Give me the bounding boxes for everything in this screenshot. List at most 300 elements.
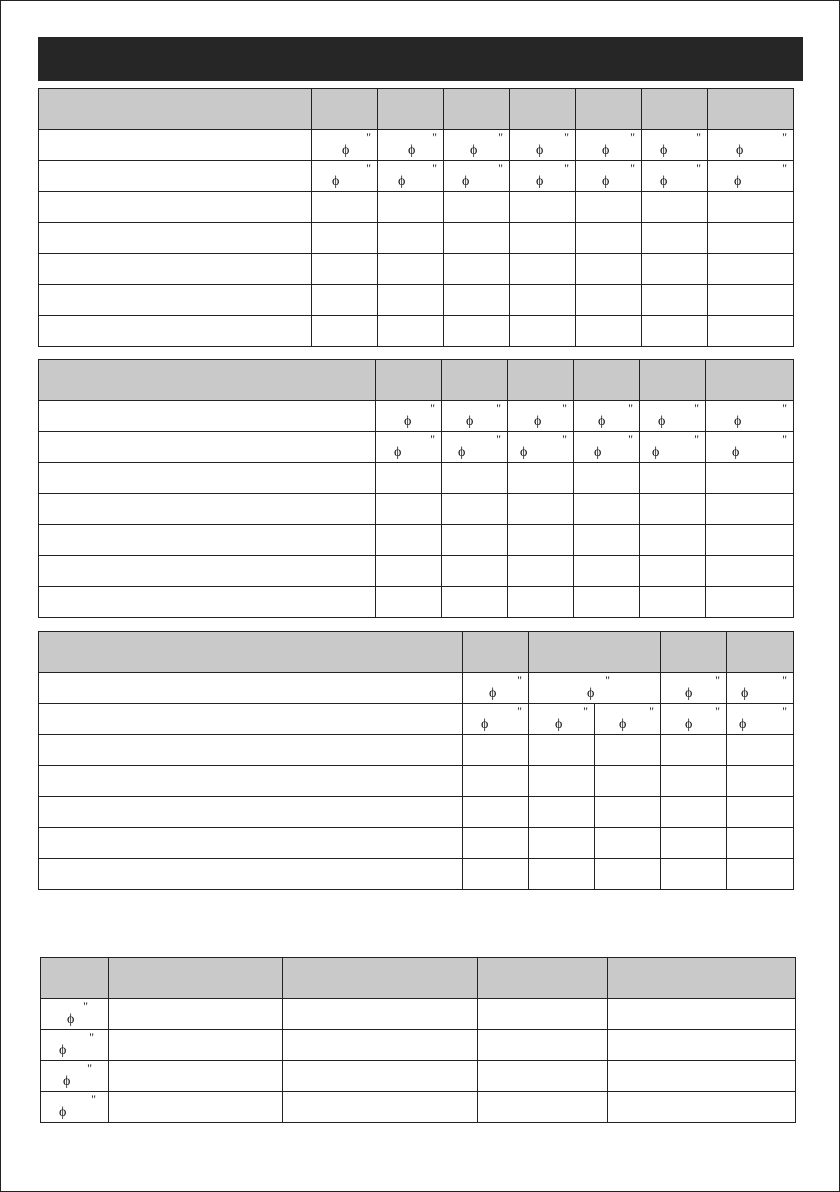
inch-mark: "	[562, 401, 567, 415]
diameter-symbol: ϕ	[404, 414, 412, 429]
table-row	[39, 223, 794, 254]
inch-mark: "	[782, 130, 787, 144]
spec-table-4	[40, 957, 796, 1123]
table-cell	[312, 161, 378, 192]
row-label-cell	[39, 828, 463, 859]
spec-table-2	[38, 359, 794, 618]
table-cell	[576, 316, 642, 347]
row-label-cell	[39, 587, 376, 618]
diameter-symbol: ϕ	[534, 414, 542, 429]
table-row	[39, 556, 794, 587]
table-cell	[508, 556, 574, 587]
inch-mark: "	[583, 704, 588, 718]
row-label-cell	[39, 494, 376, 525]
table-cell	[463, 828, 529, 859]
header-cell	[508, 360, 574, 401]
table-cell	[727, 735, 794, 766]
inch-mark: "	[649, 704, 654, 718]
table-cell	[706, 401, 794, 432]
diameter-symbol: ϕ	[63, 1074, 71, 1089]
table-cell	[444, 285, 510, 316]
diameter-symbol: ϕ	[587, 686, 595, 701]
header-cell	[727, 632, 794, 673]
table-cell	[283, 1092, 478, 1123]
inch-mark: "	[782, 161, 787, 175]
header-cell	[576, 89, 642, 130]
table-cell	[706, 494, 794, 525]
table-cell	[727, 859, 794, 890]
table-cell	[608, 1092, 796, 1123]
table-row	[39, 766, 794, 797]
inch-mark: "	[630, 161, 635, 175]
table-row	[39, 797, 794, 828]
table-cell	[708, 130, 794, 161]
table-cell	[510, 192, 576, 223]
header-cell	[529, 632, 661, 673]
table-cell	[642, 130, 708, 161]
table-row	[41, 1061, 796, 1092]
diameter-symbol: ϕ	[520, 445, 528, 460]
header-cell	[444, 89, 510, 130]
diameter-symbol: ϕ	[481, 717, 489, 732]
table-cell	[661, 704, 727, 735]
row-label-cell	[39, 525, 376, 556]
inch-mark: "	[696, 161, 701, 175]
header-cell	[39, 360, 376, 401]
table-row	[41, 999, 796, 1030]
table-cell	[640, 494, 706, 525]
inch-mark: "	[498, 161, 503, 175]
diameter-symbol: ϕ	[536, 143, 544, 158]
table-cell	[312, 254, 378, 285]
inch-mark: "	[564, 130, 569, 144]
table-cell	[529, 673, 661, 704]
table-row	[39, 432, 794, 463]
spec-table-3	[38, 631, 794, 890]
table-cell	[727, 673, 794, 704]
inch-mark: "	[715, 673, 720, 687]
inch-mark: "	[782, 401, 787, 415]
table-cell	[378, 223, 444, 254]
table-cell	[576, 254, 642, 285]
table-cell	[376, 556, 442, 587]
table-row	[39, 463, 794, 494]
row-label-cell	[39, 223, 312, 254]
table-cell	[510, 223, 576, 254]
table-cell	[661, 859, 727, 890]
table-cell	[109, 1092, 283, 1123]
table-cell	[510, 316, 576, 347]
header-cell	[608, 958, 796, 999]
table-cell	[508, 401, 574, 432]
header-row	[39, 360, 794, 401]
header-cell	[706, 360, 794, 401]
table-cell	[376, 587, 442, 618]
inch-mark: "	[89, 1030, 94, 1044]
table-row	[39, 525, 794, 556]
row-label-cell	[39, 432, 376, 463]
table-cell	[478, 1030, 608, 1061]
table-cell	[376, 463, 442, 494]
table-cell	[706, 525, 794, 556]
header-cell	[478, 958, 608, 999]
table-cell	[442, 525, 508, 556]
inch-mark: "	[605, 673, 610, 687]
row-label-cell	[39, 766, 463, 797]
header-cell	[378, 89, 444, 130]
header-cell	[463, 632, 529, 673]
table-cell	[640, 432, 706, 463]
table-row	[39, 859, 794, 890]
table-row	[39, 704, 794, 735]
table-cell	[574, 401, 640, 432]
row-label-cell	[39, 463, 376, 494]
header-cell	[510, 89, 576, 130]
table-cell	[640, 587, 706, 618]
table-row	[39, 192, 794, 223]
table-cell	[529, 859, 595, 890]
table-cell	[727, 766, 794, 797]
row-label-cell	[39, 316, 312, 347]
table-cell	[510, 254, 576, 285]
table-cell	[640, 401, 706, 432]
diameter-symbol: ϕ	[458, 445, 466, 460]
inch-mark: "	[432, 130, 437, 144]
diameter-symbol: ϕ	[489, 686, 497, 701]
inch-mark: "	[91, 1092, 96, 1106]
table-cell	[463, 766, 529, 797]
table-cell	[463, 673, 529, 704]
table-cell	[595, 735, 661, 766]
inch-mark: "	[517, 704, 522, 718]
diameter-symbol: ϕ	[470, 143, 478, 158]
table-cell	[442, 401, 508, 432]
table-cell	[708, 223, 794, 254]
table-cell	[706, 587, 794, 618]
table-cell	[463, 859, 529, 890]
table-row	[39, 285, 794, 316]
table-cell	[640, 556, 706, 587]
table-cell	[312, 285, 378, 316]
diameter-symbol: ϕ	[394, 445, 402, 460]
table-row	[41, 1092, 796, 1123]
row-label-cell	[39, 285, 312, 316]
diameter-symbol: ϕ	[59, 1043, 67, 1058]
table-cell	[378, 254, 444, 285]
diameter-symbol: ϕ	[732, 445, 740, 460]
header-cell	[109, 958, 283, 999]
table-cell	[444, 130, 510, 161]
table-cell	[608, 999, 796, 1030]
row-label-cell	[39, 130, 312, 161]
diameter-symbol: ϕ	[398, 174, 406, 189]
table-cell	[109, 999, 283, 1030]
row-label-cell	[39, 797, 463, 828]
table-cell	[576, 192, 642, 223]
table-cell	[463, 735, 529, 766]
table-cell	[508, 525, 574, 556]
header-cell	[283, 958, 478, 999]
table-cell	[478, 1061, 608, 1092]
table-cell	[595, 766, 661, 797]
table-cell	[595, 828, 661, 859]
diameter-symbol: ϕ	[342, 143, 350, 158]
inch-mark: "	[696, 130, 701, 144]
inch-mark: "	[430, 401, 435, 415]
spec-table-1	[38, 88, 794, 347]
inch-mark: "	[782, 673, 787, 687]
inch-mark: "	[628, 432, 633, 446]
table-cell	[510, 285, 576, 316]
header-row	[39, 89, 794, 130]
table-cell	[442, 556, 508, 587]
table-cell	[642, 316, 708, 347]
table-cell	[595, 797, 661, 828]
table-cell	[608, 1061, 796, 1092]
table-cell	[576, 161, 642, 192]
diameter-symbol: ϕ	[59, 1105, 67, 1120]
table-cell	[706, 556, 794, 587]
row-label-cell	[39, 735, 463, 766]
header-cell	[442, 360, 508, 401]
table-cell	[576, 130, 642, 161]
diameter-symbol: ϕ	[658, 414, 666, 429]
header-cell	[574, 360, 640, 401]
header-cell	[708, 89, 794, 130]
table-cell	[529, 766, 595, 797]
diameter-symbol: ϕ	[652, 445, 660, 460]
table-cell	[442, 463, 508, 494]
table-cell	[444, 192, 510, 223]
diameter-symbol: ϕ	[598, 414, 606, 429]
table-cell	[378, 316, 444, 347]
table-cell	[708, 316, 794, 347]
diameter-symbol: ϕ	[736, 143, 744, 158]
inch-mark: "	[782, 432, 787, 446]
inch-mark: "	[496, 432, 501, 446]
diameter-symbol: ϕ	[739, 717, 747, 732]
table-cell	[576, 223, 642, 254]
table-cell	[661, 797, 727, 828]
table-cell	[708, 161, 794, 192]
header-cell	[376, 360, 442, 401]
table-cell	[708, 192, 794, 223]
table-cell	[378, 192, 444, 223]
table-cell	[574, 587, 640, 618]
diameter-symbol: ϕ	[602, 174, 610, 189]
inch-mark: "	[87, 1061, 92, 1075]
table-cell	[661, 735, 727, 766]
inch-mark: "	[630, 130, 635, 144]
table-cell	[706, 463, 794, 494]
table-cell	[708, 254, 794, 285]
inch-mark: "	[498, 130, 503, 144]
diameter-symbol: ϕ	[466, 414, 474, 429]
header-cell	[642, 89, 708, 130]
diameter-symbol: ϕ	[555, 717, 563, 732]
table-cell	[508, 463, 574, 494]
row-label-cell	[39, 556, 376, 587]
table-row	[41, 1030, 796, 1061]
table-cell	[642, 192, 708, 223]
diameter-symbol: ϕ	[660, 143, 668, 158]
diameter-symbol: ϕ	[660, 174, 668, 189]
table-cell	[463, 797, 529, 828]
table-cell	[376, 494, 442, 525]
table-cell	[727, 704, 794, 735]
table-cell	[463, 704, 529, 735]
table-cell	[444, 316, 510, 347]
table-row	[39, 130, 794, 161]
table-cell	[376, 401, 442, 432]
table-row	[39, 401, 794, 432]
table-cell	[706, 432, 794, 463]
table-cell	[608, 1030, 796, 1061]
table-cell	[312, 192, 378, 223]
table-cell	[41, 1061, 109, 1092]
table-cell	[508, 587, 574, 618]
table-cell	[41, 1030, 109, 1061]
header-banner	[38, 37, 803, 81]
table-row	[39, 828, 794, 859]
table-cell	[444, 161, 510, 192]
inch-mark: "	[366, 161, 371, 175]
diameter-symbol: ϕ	[462, 174, 470, 189]
header-row	[39, 632, 794, 673]
table-cell	[41, 1092, 109, 1123]
table-cell	[574, 463, 640, 494]
row-label-cell	[39, 704, 463, 735]
table-cell	[312, 223, 378, 254]
table-cell	[444, 254, 510, 285]
inch-mark: "	[517, 673, 522, 687]
table-cell	[661, 766, 727, 797]
table-cell	[508, 494, 574, 525]
table-cell	[642, 285, 708, 316]
table-cell	[478, 1092, 608, 1123]
diameter-symbol: ϕ	[685, 717, 693, 732]
row-label-cell	[39, 673, 463, 704]
table-cell	[661, 828, 727, 859]
table-row	[39, 587, 794, 618]
inch-mark: "	[694, 401, 699, 415]
table-cell	[642, 223, 708, 254]
header-cell	[312, 89, 378, 130]
table-cell	[642, 254, 708, 285]
table-cell	[640, 463, 706, 494]
diameter-symbol: ϕ	[685, 686, 693, 701]
row-label-cell	[39, 192, 312, 223]
table-cell	[529, 797, 595, 828]
header-cell	[39, 89, 312, 130]
table-cell	[642, 161, 708, 192]
diameter-symbol: ϕ	[619, 717, 627, 732]
table-cell	[283, 1030, 478, 1061]
row-label-cell	[39, 401, 376, 432]
inch-mark: "	[628, 401, 633, 415]
inch-mark: "	[564, 161, 569, 175]
table-cell	[378, 130, 444, 161]
table-cell	[529, 735, 595, 766]
table-row	[39, 735, 794, 766]
table-cell	[312, 130, 378, 161]
table-cell	[574, 525, 640, 556]
table-row	[39, 673, 794, 704]
table-cell	[529, 828, 595, 859]
header-row	[41, 958, 796, 999]
table-cell	[442, 494, 508, 525]
table-row	[39, 254, 794, 285]
header-cell	[41, 958, 109, 999]
table-cell	[640, 525, 706, 556]
inch-mark: "	[496, 401, 501, 415]
inch-mark: "	[432, 161, 437, 175]
inch-mark: "	[366, 130, 371, 144]
table-cell	[576, 285, 642, 316]
diameter-symbol: ϕ	[602, 143, 610, 158]
diameter-symbol: ϕ	[594, 445, 602, 460]
inch-mark: "	[715, 704, 720, 718]
header-cell	[640, 360, 706, 401]
diameter-symbol: ϕ	[332, 174, 340, 189]
table-cell	[661, 673, 727, 704]
inch-mark: "	[83, 999, 88, 1013]
row-label-cell	[39, 161, 312, 192]
table-cell	[378, 285, 444, 316]
diameter-symbol: ϕ	[67, 1012, 75, 1027]
table-cell	[574, 494, 640, 525]
table-cell	[727, 797, 794, 828]
table-cell	[444, 223, 510, 254]
inch-mark: "	[562, 432, 567, 446]
inch-mark: "	[694, 432, 699, 446]
diameter-symbol: ϕ	[734, 174, 742, 189]
table-cell	[595, 859, 661, 890]
table-cell	[529, 704, 595, 735]
diameter-symbol: ϕ	[734, 414, 742, 429]
table-cell	[510, 130, 576, 161]
diameter-symbol: ϕ	[408, 143, 416, 158]
header-cell	[39, 632, 463, 673]
table-cell	[442, 432, 508, 463]
table-cell	[376, 432, 442, 463]
table-cell	[478, 999, 608, 1030]
diameter-symbol: ϕ	[536, 174, 544, 189]
row-label-cell	[39, 254, 312, 285]
table-cell	[442, 587, 508, 618]
table-cell	[283, 1061, 478, 1092]
table-cell	[378, 161, 444, 192]
table-row	[39, 161, 794, 192]
table-cell	[41, 999, 109, 1030]
table-cell	[109, 1061, 283, 1092]
table-cell	[312, 316, 378, 347]
table-cell	[376, 525, 442, 556]
table-cell	[727, 828, 794, 859]
table-row	[39, 316, 794, 347]
table-cell	[283, 999, 478, 1030]
table-cell	[574, 556, 640, 587]
table-cell	[508, 432, 574, 463]
table-cell	[595, 704, 661, 735]
diameter-symbol: ϕ	[741, 686, 749, 701]
inch-mark: "	[430, 432, 435, 446]
table-cell	[510, 161, 576, 192]
table-cell	[708, 285, 794, 316]
inch-mark: "	[782, 704, 787, 718]
table-cell	[574, 432, 640, 463]
table-row	[39, 494, 794, 525]
